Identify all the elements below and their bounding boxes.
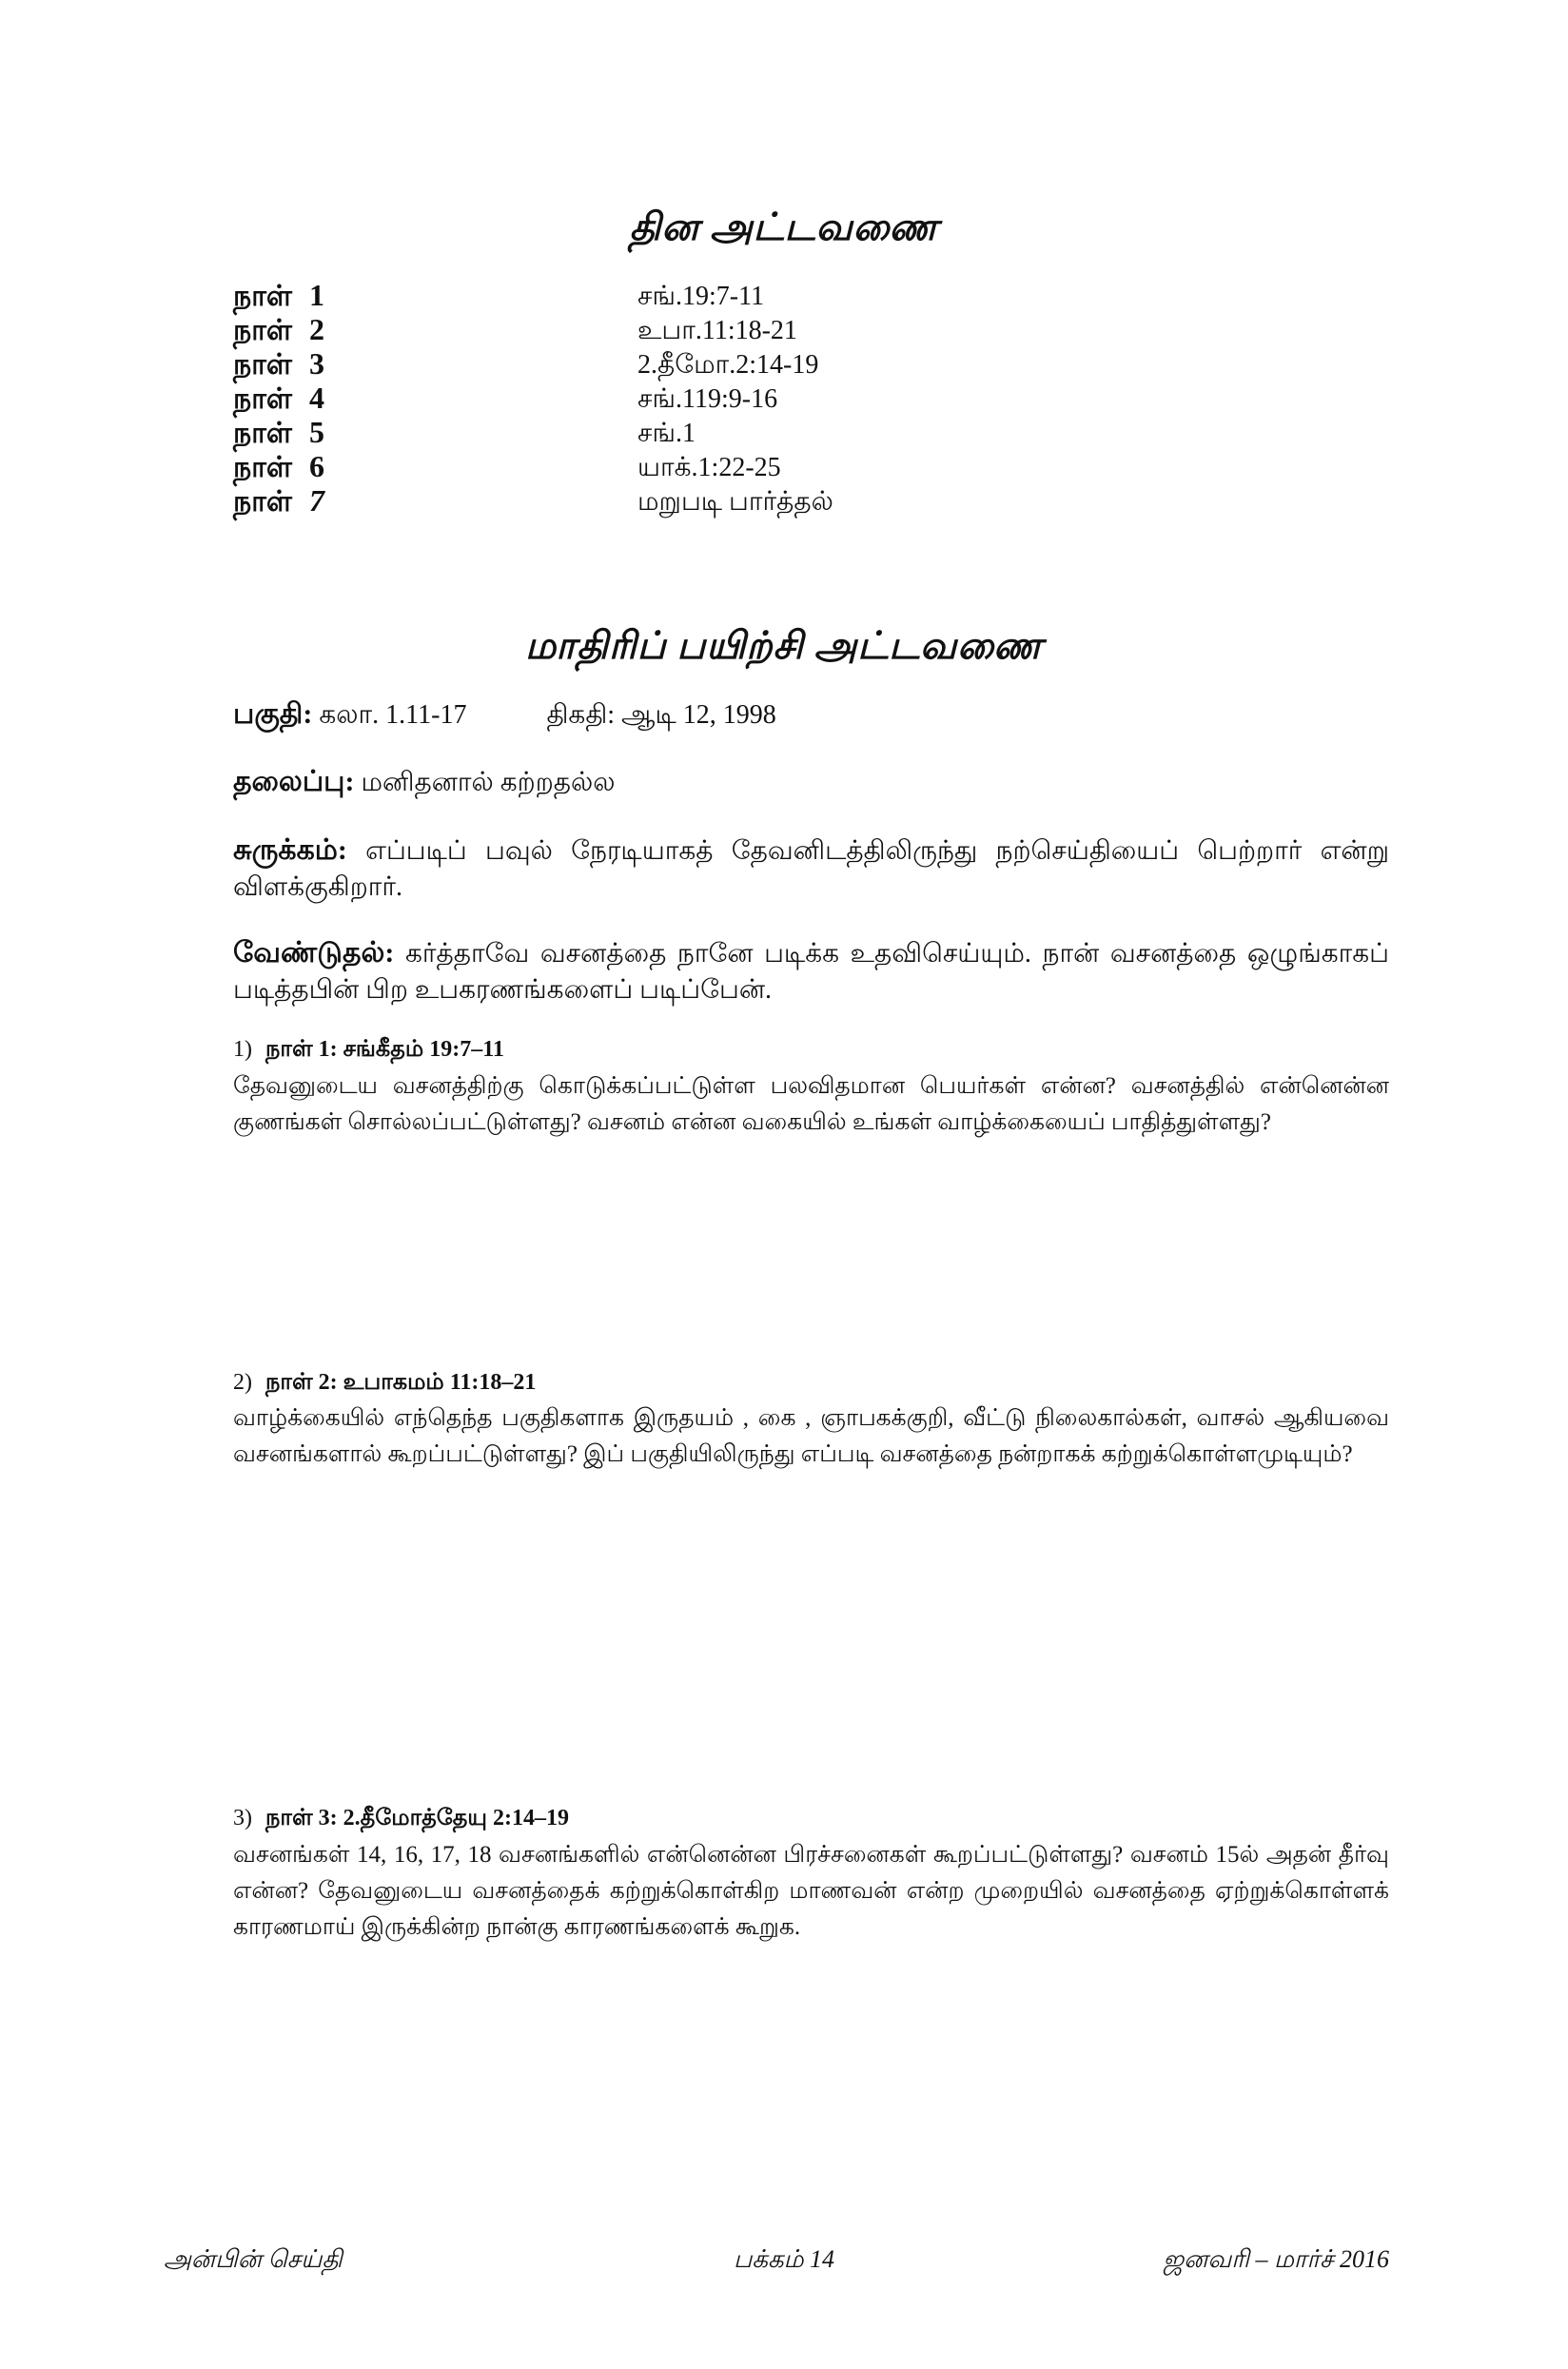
schedule-ref-7: மறுபடி பார்த்தல் — [637, 487, 833, 517]
schedule-day-2: நாள் 2 — [233, 312, 324, 346]
schedule-ref-3: 2.தீமோ.2:14-19 — [637, 350, 819, 380]
prayer-paragraph — [233, 935, 1389, 1008]
footer-page-number: பக்கம் 14 — [733, 2245, 835, 2273]
question-number: 1) — [233, 1037, 252, 1062]
date-value: ஆடி 12, 1998 — [621, 700, 776, 730]
sample-schedule-title: மாதிரிப் பயிற்சி அட்டவணை — [525, 624, 1043, 667]
schedule-ref-5: சங்.1 — [637, 419, 696, 448]
schedule-ref-4: சங்.119:9-16 — [637, 384, 778, 414]
portion-value: கலா. 1.11-17 — [319, 700, 467, 730]
question-3-heading: 3) நாள் 3: 2.தீமோத்தேயு 2:14–19 — [233, 1806, 569, 1831]
schedule-day-1: நாள் 1 — [233, 278, 324, 312]
portion-label: பகுதி: — [233, 698, 313, 730]
summary-label: சுருக்கம்: — [233, 834, 347, 866]
schedule-ref-6: யாக்.1:22-25 — [637, 453, 781, 482]
footer-issue-date: ஜனவரி – மார்ச் 2016 — [1163, 2245, 1389, 2273]
question-number: 3) — [233, 1806, 252, 1831]
portion-line — [233, 696, 1389, 734]
schedule-day-7: நாள் 7 — [233, 483, 324, 518]
question-3-body: வசனங்கள் 14, 16, 17, 18 வசனங்களில் என்னென்ன பிரச்சனைகள் கூறப்பட்டுள்ளது? வசனம் 15ல் அதன் தீர்வு என்ன? தேவனுடைய வசனத்தைக் கற்றுக்கொள்கிற மாணவன் என்ற முறையில் வசனத்தை ஏற்றுக்கொள்ளக் காரணமாய் இருக்கின்ற நான்கு காரணங்களைக் கூறுக. — [233, 1842, 1389, 1940]
question-1-heading: 1) நாள் 1: சங்கீதம் 19:7–11 — [233, 1037, 504, 1062]
topic-line — [233, 764, 1389, 801]
date-label: திகதி: — [546, 700, 616, 730]
prayer-label: வேண்டுதல்: — [233, 937, 395, 969]
topic-value: மனிதனால் கற்றதல்ல — [361, 768, 616, 797]
question-2-body: வாழ்க்கையில் எந்தெந்த பகுதிகளாக இருதயம் , கை , ஞாபகக்குறி, வீட்டு நிலைகால்கள், வாசல் ஆகியவை வசனங்களால் கூறப்பட்டுள்ளது? இப் பகுதியிலிருந்து எப்படி வசனத்தை நன்றாகக் கற்றுக்கொள்ளமுடியும்? — [233, 1405, 1389, 1467]
topic-label: தலைப்பு: — [233, 766, 355, 797]
summary-value: எப்படிப் பவுல் நேரடியாகத் தேவனிடத்திலிருந்து நற்செய்தியைப் பெற்றார் என்று விளக்குகிறார். — [233, 836, 1389, 902]
question-number: 2) — [233, 1370, 252, 1395]
schedule-ref-2: உபா.11:18-21 — [637, 316, 797, 345]
prayer-value: கர்த்தாவே வசனத்தை நானே படிக்க உதவிசெய்யும். நான் வசனத்தை ஒழுங்காகப் படித்தபின் பிற உபகரணங்களைப் படிப்பேன். — [233, 939, 1390, 1005]
question-2-heading: 2) நாள் 2: உபாகமம் 11:18–21 — [233, 1370, 537, 1395]
daily-schedule-title: தின அட்டவணை — [629, 206, 939, 248]
schedule-day-3: நாள் 3 — [233, 346, 324, 381]
schedule-ref-1: சங்.19:7-11 — [637, 282, 765, 311]
schedule-day-5: நாள் 5 — [233, 415, 324, 449]
summary-paragraph — [233, 832, 1389, 906]
question-1-body: தேவனுடைய வசனத்திற்கு கொடுக்கப்பட்டுள்ள பலவிதமான பெயர்கள் என்ன? வசனத்தில் என்னென்ன குணங்கள் சொல்லப்பட்டுள்ளது? வசனம் என்ன வகையில் உங்கள் வாழ்க்கையைப் பாதித்துள்ளது? — [233, 1073, 1389, 1135]
schedule-day-6: நாள் 6 — [233, 449, 324, 483]
footer-magazine-name: அன்பின் செய்தி — [164, 2245, 343, 2273]
schedule-day-4: நாள் 4 — [233, 381, 324, 415]
